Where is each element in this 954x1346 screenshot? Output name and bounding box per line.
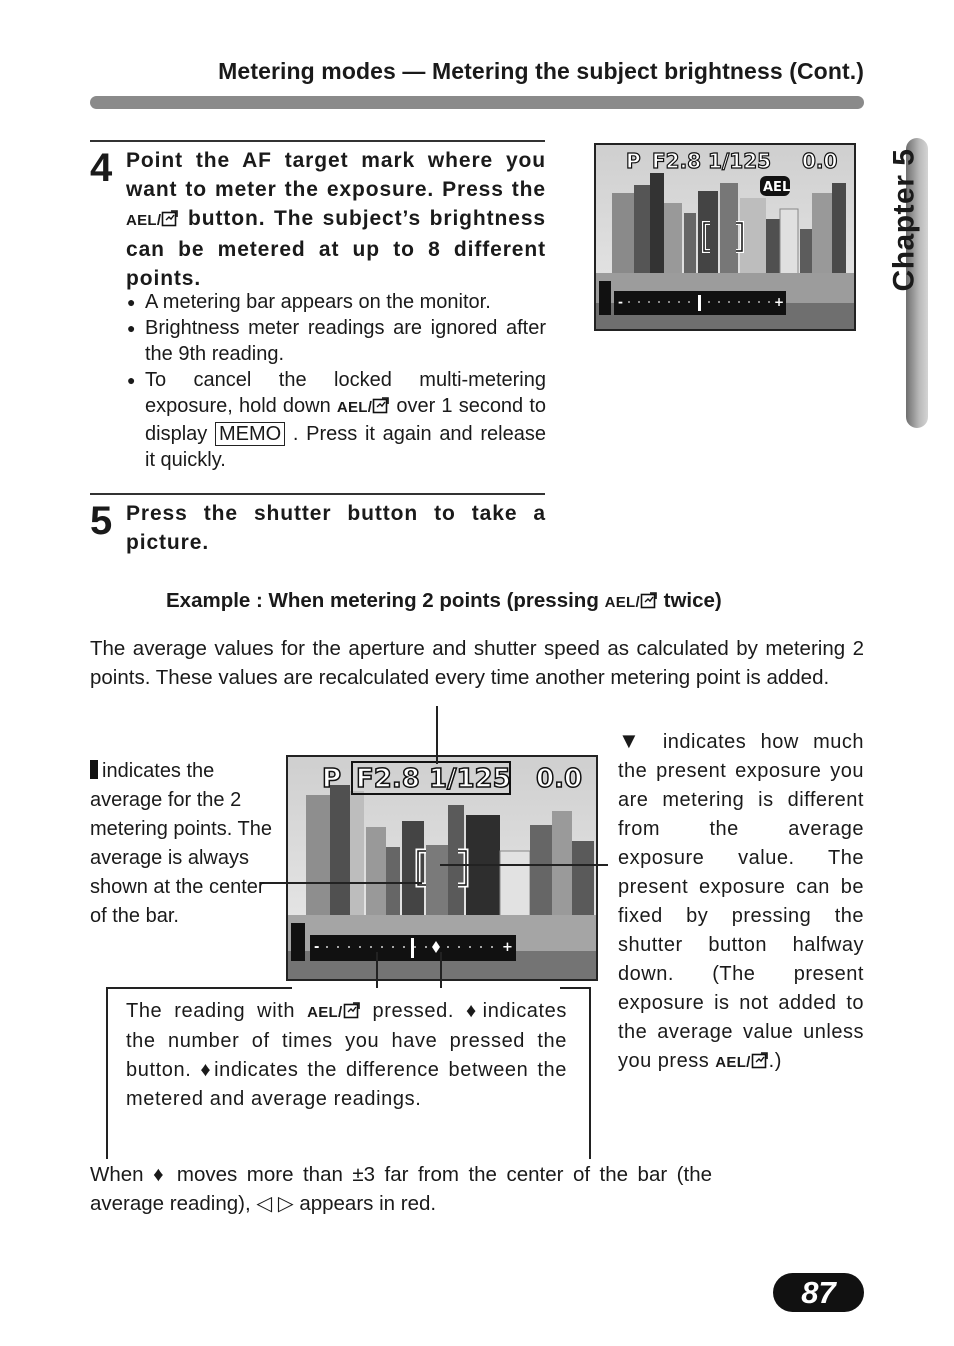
bracket-left [106, 987, 108, 1159]
lcd-large-aperture-shutter: F2.8 1/125 [356, 764, 511, 794]
diamond-marker-icon: ♦ [153, 1163, 168, 1186]
final-note [90, 1160, 712, 1218]
ael-button-ref: AEL/ [337, 399, 390, 416]
right-note [618, 726, 864, 1077]
lcd-small-mode: P [626, 149, 641, 173]
svg-text:-: - [618, 295, 623, 309]
reading-note [126, 997, 567, 1114]
diamond-marker-icon: ♦ [466, 1000, 483, 1022]
chapter-label [876, 140, 932, 300]
callout-line-right [440, 864, 608, 866]
step4-bullet-3 [126, 367, 546, 473]
step4-number: 4 [90, 146, 113, 190]
header-divider-bar [90, 96, 864, 109]
final-note-part3: appears in red. [299, 1192, 437, 1215]
final-note-part2: moves more than ±3 far from the center of the bar (the average reading), [90, 1163, 713, 1215]
left-right-arrows-icon: ◁ ▷ [256, 1192, 294, 1215]
chapter-label-text: Chapter 5 [887, 148, 920, 292]
callout-line-top [436, 706, 438, 764]
step4-bullet-3-part2: over 1 second to display [145, 395, 546, 445]
ael-badge-text: AEL [763, 180, 791, 195]
example-title-part1: Example : When metering 2 points (pressing [166, 589, 599, 612]
memo-frame-icon [640, 591, 658, 609]
reading-note-part1: The reading with [126, 1000, 296, 1022]
lcd-screen-large [286, 755, 598, 981]
memo-indicator: MEMO [215, 422, 285, 446]
ael-button-ref: AEL/ [126, 212, 179, 229]
reading-note-part3: indicates the number of times you have pressed the button. [126, 1000, 567, 1081]
triangle-marker-icon: ▼ [618, 728, 649, 753]
bracket-right [589, 987, 591, 1159]
avg-indicator-bar [599, 281, 611, 315]
page-number: 87 [773, 1273, 864, 1312]
diamond-marker-icon: ♦ [200, 1059, 215, 1081]
lcd-large-exposure-comp: 0.0 [536, 764, 583, 794]
left-note-text: indicates the average for the 2 metering points. The average is always shown at the center of the bar. [90, 760, 272, 927]
step4-bullets [126, 289, 546, 473]
memo-frame-icon [372, 396, 390, 414]
step5-rule [90, 493, 545, 495]
callout-line-box-left [376, 952, 378, 988]
metering-bar [614, 291, 786, 315]
example-title [166, 589, 722, 613]
step4-title [126, 146, 546, 293]
right-note-end: .) [768, 1050, 782, 1072]
ael-button-ref: AEL/ [307, 1004, 360, 1021]
svg-text:+: + [502, 940, 513, 955]
step4-title-part2: button. The subject’s brightness can be metered at up to 8 different points. [126, 207, 546, 290]
memo-frame-icon [161, 209, 179, 227]
step4-bullet-3-part1: To cancel the locked multi-metering exposure, hold down [145, 369, 546, 417]
avg-marker-icon [90, 760, 98, 779]
callout-line-left [260, 882, 422, 884]
ael-button-ref: AEL/ [605, 594, 658, 611]
reading-note-part4: indicates the difference between the metered and average readings. [126, 1059, 567, 1110]
svg-text:+: + [774, 295, 785, 309]
page-header-title: Metering modes — Metering the subject brightness (Cont.) [218, 58, 864, 84]
lcd-large-mode: P [322, 764, 342, 794]
example-title-part2: twice) [663, 589, 722, 612]
ael-button-ref: AEL/ [715, 1054, 768, 1071]
step5-title: Press the shutter button to take a picture. [126, 502, 546, 554]
step4-bullet-2: ● Brightness meter readings are ignored after the 9th reading. [126, 315, 546, 367]
step4-title-part1: Point the AF target mark where you want to meter the exposure. Press the [126, 149, 546, 201]
reading-note-part2: pressed. [372, 1000, 455, 1022]
callout-line-box-right [440, 952, 442, 988]
right-note-text: indicates how much the present exposure you are metering is different from the average exposure value. The present exposure can be fixed by pressing the shutter button halfway down. (The present exposure is not added to the average value unless you press [618, 731, 864, 1072]
step4-rule [90, 140, 545, 142]
step4-bullet-1: ● A metering bar appears on the monitor. [126, 289, 546, 315]
left-note [90, 757, 280, 931]
lcd-small-exposure-comp: 0.0 [802, 149, 838, 173]
avg-indicator-bar [291, 923, 305, 961]
lcd-small-aperture-shutter: F2.8 1/125 [652, 149, 772, 173]
step5-number: 5 [90, 499, 113, 543]
final-note-part1: When [90, 1163, 144, 1186]
step4-bullet-3-part3: . Press it again and release it quickly. [145, 423, 546, 471]
bracket-top-right [560, 987, 590, 989]
memo-frame-icon [751, 1051, 769, 1069]
bracket-top-left [106, 987, 292, 989]
metering-bar [310, 935, 516, 961]
example-paragraph: The average values for the aperture and shutter speed as calculated by metering 2 points. These values are recalculated every time another metering point is added. [90, 637, 864, 689]
svg-text:-: - [314, 940, 320, 955]
memo-frame-icon [343, 1001, 361, 1019]
lcd-screen-small [594, 143, 856, 331]
